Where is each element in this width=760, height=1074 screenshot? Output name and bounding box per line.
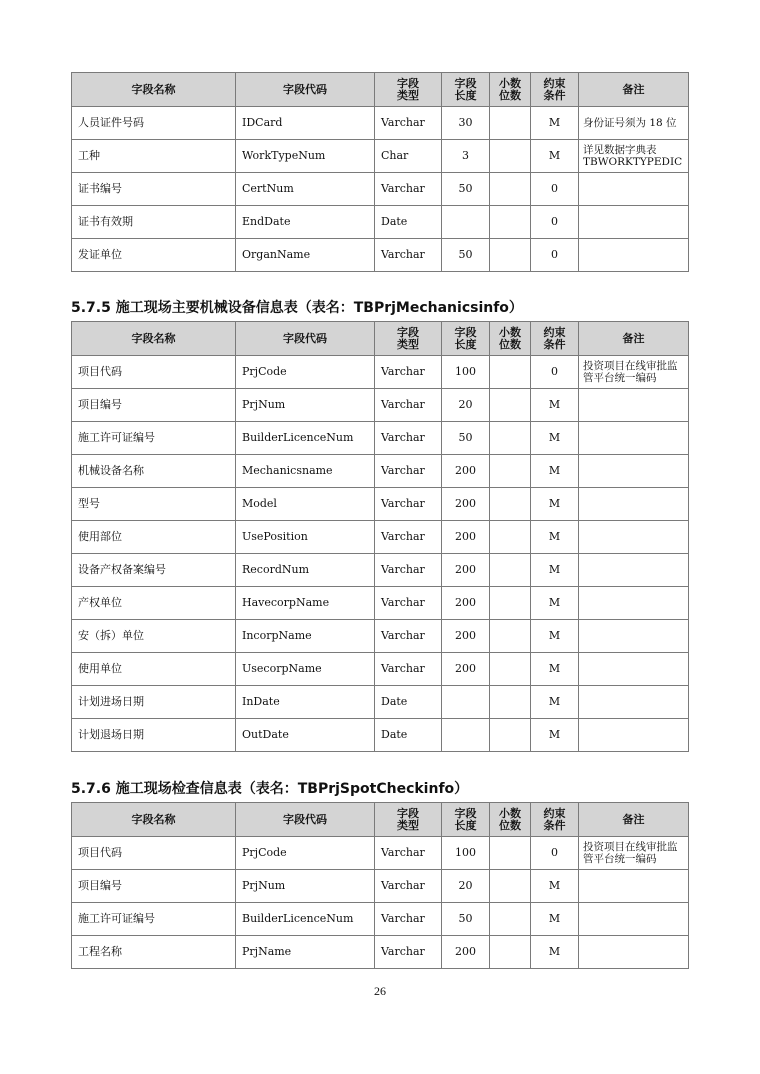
remarks-cell (579, 587, 689, 620)
field-name-cell: 项目编号 (72, 870, 236, 903)
table-header-row (72, 803, 689, 837)
remarks-cell (579, 719, 689, 752)
decimal-places-cell (490, 837, 531, 870)
table-row (72, 521, 689, 554)
constraint-cell: 0 (531, 173, 579, 206)
field-name-cell: 施工许可证编号 (72, 903, 236, 936)
field-type-cell: Char (375, 140, 442, 173)
decimal-places-cell (490, 554, 531, 587)
header-field-name: 字段名称 (72, 322, 236, 356)
field-type-cell: Varchar (375, 422, 442, 455)
remarks-cell (579, 455, 689, 488)
constraint-cell: M (531, 719, 579, 752)
header-field-code: 字段代码 (236, 322, 375, 356)
decimal-places-cell (490, 653, 531, 686)
field-name-cell: 型号 (72, 488, 236, 521)
field-code-cell: BuilderLicenceNum (236, 903, 375, 936)
remarks-cell (579, 239, 689, 272)
field-code-cell: CertNum (236, 173, 375, 206)
remarks-cell: 投资项目在线审批监管平台统一编码 (579, 837, 689, 870)
table-spot-check-fields (71, 802, 689, 969)
field-length-cell: 50 (442, 903, 490, 936)
field-name-cell: 计划退场日期 (72, 719, 236, 752)
remarks-cell: 投资项目在线审批监管平台统一编码 (579, 356, 689, 389)
field-type-cell: Varchar (375, 870, 442, 903)
header-constraint: 约束 条件 (531, 803, 579, 837)
field-length-cell: 100 (442, 837, 490, 870)
field-type-cell: Varchar (375, 620, 442, 653)
remarks-cell (579, 206, 689, 239)
field-length-cell: 30 (442, 107, 490, 140)
decimal-places-cell (490, 455, 531, 488)
field-length-cell: 3 (442, 140, 490, 173)
remarks-cell (579, 422, 689, 455)
table-row (72, 356, 689, 389)
constraint-cell: M (531, 686, 579, 719)
field-type-cell: Date (375, 206, 442, 239)
field-type-cell: Varchar (375, 903, 442, 936)
constraint-cell: 0 (531, 356, 579, 389)
header-field-type: 字段 类型 (375, 803, 442, 837)
field-length-cell: 200 (442, 521, 490, 554)
table-row (72, 206, 689, 239)
table-row (72, 488, 689, 521)
field-type-cell: Varchar (375, 356, 442, 389)
decimal-places-cell (490, 870, 531, 903)
field-name-cell: 工种 (72, 140, 236, 173)
field-name-cell: 发证单位 (72, 239, 236, 272)
decimal-places-cell (490, 173, 531, 206)
table-header-row (72, 73, 689, 107)
table-row (72, 239, 689, 272)
section-title-spot-check: 5.7.6 施工现场检查信息表（表名：TBPrjSpotCheckinfo） (71, 781, 469, 797)
table-row (72, 554, 689, 587)
remarks-cell (579, 173, 689, 206)
field-code-cell: IncorpName (236, 620, 375, 653)
field-code-cell: PrjNum (236, 389, 375, 422)
field-name-cell: 项目代码 (72, 356, 236, 389)
decimal-places-cell (490, 488, 531, 521)
constraint-cell: M (531, 554, 579, 587)
field-code-cell: Mechanicsname (236, 455, 375, 488)
constraint-cell: M (531, 107, 579, 140)
field-name-cell: 施工许可证编号 (72, 422, 236, 455)
field-length-cell (442, 206, 490, 239)
table-row (72, 455, 689, 488)
field-code-cell: UsePosition (236, 521, 375, 554)
field-length-cell: 200 (442, 455, 490, 488)
field-type-cell: Varchar (375, 837, 442, 870)
header-field-code: 字段代码 (236, 73, 375, 107)
constraint-cell: M (531, 653, 579, 686)
field-type-cell: Varchar (375, 587, 442, 620)
decimal-places-cell (490, 719, 531, 752)
field-code-cell: PrjCode (236, 356, 375, 389)
field-code-cell: PrjNum (236, 870, 375, 903)
header-remarks: 备注 (579, 73, 689, 107)
constraint-cell: M (531, 521, 579, 554)
decimal-places-cell (490, 903, 531, 936)
field-name-cell: 产权单位 (72, 587, 236, 620)
field-name-cell: 项目代码 (72, 837, 236, 870)
field-name-cell: 计划进场日期 (72, 686, 236, 719)
header-field-length: 字段 长度 (442, 803, 490, 837)
field-code-cell: UsecorpName (236, 653, 375, 686)
header-decimal-places: 小数 位数 (490, 803, 531, 837)
field-name-cell: 安（拆）单位 (72, 620, 236, 653)
field-type-cell: Varchar (375, 455, 442, 488)
decimal-places-cell (490, 521, 531, 554)
field-length-cell: 200 (442, 488, 490, 521)
field-name-cell: 人员证件号码 (72, 107, 236, 140)
field-length-cell: 100 (442, 356, 490, 389)
page-number: 26 (374, 984, 386, 998)
decimal-places-cell (490, 686, 531, 719)
field-code-cell: InDate (236, 686, 375, 719)
constraint-cell: M (531, 488, 579, 521)
remarks-cell (579, 936, 689, 969)
field-type-cell: Date (375, 686, 442, 719)
remarks-cell (579, 554, 689, 587)
field-type-cell: Varchar (375, 521, 442, 554)
decimal-places-cell (490, 356, 531, 389)
field-code-cell: EndDate (236, 206, 375, 239)
decimal-places-cell (490, 206, 531, 239)
field-code-cell: PrjName (236, 936, 375, 969)
table-row (72, 620, 689, 653)
header-field-code: 字段代码 (236, 803, 375, 837)
field-type-cell: Varchar (375, 239, 442, 272)
header-constraint: 约束 条件 (531, 73, 579, 107)
field-code-cell: OutDate (236, 719, 375, 752)
table-row (72, 903, 689, 936)
field-code-cell: OrganName (236, 239, 375, 272)
field-name-cell: 机械设备名称 (72, 455, 236, 488)
field-length-cell: 50 (442, 239, 490, 272)
field-type-cell: Varchar (375, 173, 442, 206)
table-row (72, 719, 689, 752)
table-row (72, 653, 689, 686)
field-name-cell: 使用部位 (72, 521, 236, 554)
table-row (72, 870, 689, 903)
remarks-cell (579, 620, 689, 653)
field-name-cell: 证书有效期 (72, 206, 236, 239)
table-row (72, 936, 689, 969)
header-field-name: 字段名称 (72, 803, 236, 837)
field-length-cell (442, 686, 490, 719)
decimal-places-cell (490, 936, 531, 969)
constraint-cell: M (531, 587, 579, 620)
decimal-places-cell (490, 422, 531, 455)
remarks-cell: 身份证号须为 18 位 (579, 107, 689, 140)
header-field-name: 字段名称 (72, 73, 236, 107)
header-constraint: 约束 条件 (531, 322, 579, 356)
field-name-cell: 项目编号 (72, 389, 236, 422)
table-row (72, 107, 689, 140)
table-row (72, 389, 689, 422)
field-name-cell: 工程名称 (72, 936, 236, 969)
field-code-cell: Model (236, 488, 375, 521)
field-name-cell: 设备产权备案编号 (72, 554, 236, 587)
remarks-cell (579, 653, 689, 686)
table-row (72, 686, 689, 719)
remarks-cell (579, 389, 689, 422)
constraint-cell: 0 (531, 206, 579, 239)
field-type-cell: Varchar (375, 936, 442, 969)
constraint-cell: M (531, 620, 579, 653)
constraint-cell: M (531, 422, 579, 455)
constraint-cell: M (531, 389, 579, 422)
field-type-cell: Varchar (375, 653, 442, 686)
constraint-cell: M (531, 140, 579, 173)
field-length-cell: 20 (442, 870, 490, 903)
constraint-cell: M (531, 870, 579, 903)
header-field-type: 字段 类型 (375, 73, 442, 107)
table-header-row (72, 322, 689, 356)
field-length-cell (442, 719, 490, 752)
field-type-cell: Varchar (375, 488, 442, 521)
constraint-cell: 0 (531, 239, 579, 272)
field-type-cell: Date (375, 719, 442, 752)
decimal-places-cell (490, 107, 531, 140)
decimal-places-cell (490, 587, 531, 620)
field-type-cell: Varchar (375, 554, 442, 587)
field-name-cell: 证书编号 (72, 173, 236, 206)
field-length-cell: 50 (442, 173, 490, 206)
header-field-type: 字段 类型 (375, 322, 442, 356)
field-code-cell: PrjCode (236, 837, 375, 870)
constraint-cell: M (531, 903, 579, 936)
decimal-places-cell (490, 389, 531, 422)
constraint-cell: M (531, 455, 579, 488)
constraint-cell: 0 (531, 837, 579, 870)
field-code-cell: RecordNum (236, 554, 375, 587)
field-length-cell: 200 (442, 620, 490, 653)
table-row (72, 173, 689, 206)
field-code-cell: WorkTypeNum (236, 140, 375, 173)
header-remarks: 备注 (579, 803, 689, 837)
decimal-places-cell (490, 239, 531, 272)
section-title-mechanics: 5.7.5 施工现场主要机械设备信息表（表名：TBPrjMechanicsinfo） (71, 300, 523, 316)
field-length-cell: 200 (442, 554, 490, 587)
field-code-cell: IDCard (236, 107, 375, 140)
header-remarks: 备注 (579, 322, 689, 356)
decimal-places-cell (490, 620, 531, 653)
field-length-cell: 20 (442, 389, 490, 422)
table-row (72, 140, 689, 173)
remarks-cell (579, 521, 689, 554)
table-person-cert-fields (71, 72, 689, 272)
field-code-cell: HavecorpName (236, 587, 375, 620)
remarks-cell (579, 488, 689, 521)
field-name-cell: 使用单位 (72, 653, 236, 686)
field-type-cell: Varchar (375, 107, 442, 140)
remarks-cell (579, 870, 689, 903)
field-length-cell: 200 (442, 653, 490, 686)
field-length-cell: 200 (442, 936, 490, 969)
header-decimal-places: 小数 位数 (490, 322, 531, 356)
constraint-cell: M (531, 936, 579, 969)
field-code-cell: BuilderLicenceNum (236, 422, 375, 455)
table-row (72, 587, 689, 620)
header-field-length: 字段 长度 (442, 73, 490, 107)
decimal-places-cell (490, 140, 531, 173)
remarks-cell (579, 686, 689, 719)
remarks-cell: 详见数据字典表 TBWORKTYPEDIC (579, 140, 689, 173)
header-decimal-places: 小数 位数 (490, 73, 531, 107)
header-field-length: 字段 长度 (442, 322, 490, 356)
table-row (72, 837, 689, 870)
table-row (72, 422, 689, 455)
remarks-cell (579, 903, 689, 936)
table-mechanics-fields (71, 321, 689, 752)
field-length-cell: 50 (442, 422, 490, 455)
field-length-cell: 200 (442, 587, 490, 620)
field-type-cell: Varchar (375, 389, 442, 422)
